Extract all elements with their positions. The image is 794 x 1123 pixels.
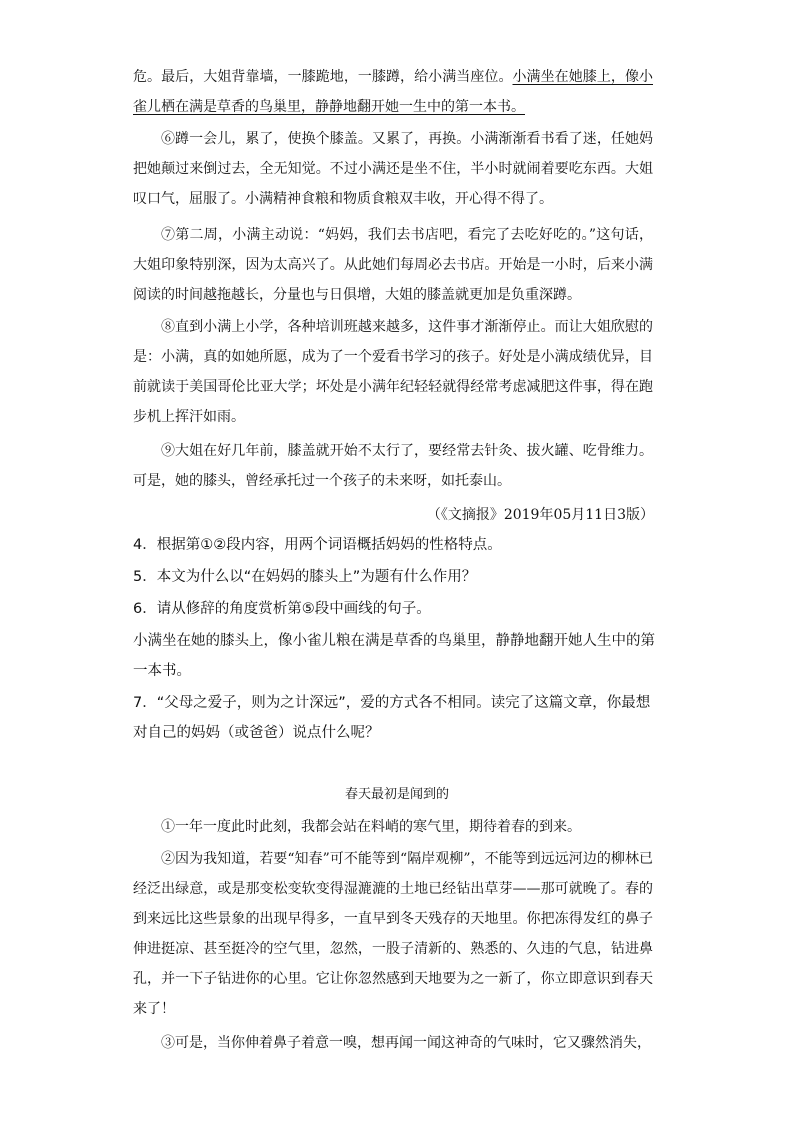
source-citation: （《文摘报》2019年05月11日3版） [426,507,654,523]
question-6-quote: 小满坐在她的膝头上，像小雀儿粮在满是草香的鸟巢里，静静地翻开她人生中的第一本书。 [133,633,655,679]
question-6: 6．请从修辞的角度赏析第⑤段中画线的句子。 [133,601,431,617]
passage2-paragraph-3: ③可是，当你伸着鼻子着意一嗅，想再闻一闻这神奇的气味时，它又骤然消失， [161,1035,651,1051]
paragraph-5-lead: 危。最后，大姐背靠墙，一膝跪地，一膝蹲，给小满当座位。 [133,69,513,85]
paragraph-8: ⑧直到小满上小学，各种培训班越来越多，这件事才渐渐停止。而让大姐欣慰的是：小满，真的如她所愿，成为了一个爱看书学习的孩子。好处是小满成绩优异，目前就读于美国哥伦比亚大学；坏处是小满年纪轻轻就得经常考虑减肥这件事，得在跑步机上挥汗如雨。 [133,319,653,425]
question-7: 7．“父母之爱子，则为之计深远”，爱的方式各不相同。读完了这篇文章，你最想对自己的妈妈（或爸爸）说点什么呢？ [133,695,651,741]
passage2-paragraph-2: ②因为我知道，若要“知春”可不能等到“隔岸观柳”，不能等到远远河边的柳林已经泛出绿意，或是那变松变软变得湿漉漉的土地已经钻出草芽——那可就晚了。春的到来远比这些景象的出现早得多，一直早到冬天残存的天地里。你把冻得发红的鼻子伸进挺凉、甚至挺冷的空气里，忽然，一股子清新的、熟悉的、久违的气息，钻进鼻孔，并一下子钻进你的心里。它让你忽然感到天地要为之一新了，你立即意识到春天来了！ [133,851,653,1017]
paragraph-7: ⑦第二周，小满主动说：“妈妈，我们去书店吧，看完了去吃好吃的。”这句话，大姐印象特别深，因为太高兴了。从此她们每周必去书店。开始是一小时，后来小满阅读的时间越拖越长，分量也与日俱增，大姐的膝盖就更加是负重深蹲。 [133,227,653,303]
paragraph-5-tail [133,62,653,122]
question-5: 5．本文为什么以“在妈妈的膝头上”为题有什么作用？ [133,569,477,585]
underlined-sentence: 小满坐在她膝上，像小雀儿栖在满是草香的鸟巢里，静静地翻开她一生中的第一本书。 [133,69,653,115]
passage-title: 春天最初是闻到的 [344,787,449,802]
passage2-paragraph-1: ①一年一度此时此刻，我都会站在料峭的寒气里，期待着春的到来。 [161,819,581,835]
paragraph-9: ⑨大姐在好几年前，膝盖就开始不太行了，要经常去针灸、拔火罐、吃骨维力。可是，她的膝头，曾经承托过一个孩子的未来呀，如托泰山。 [133,443,653,489]
paragraph-6: ⑥蹲一会儿，累了，使换个膝盖。又累了，再换。小满渐渐看书看了迷，任她妈把她颠过来倒过去，全无知觉。不过小满还是坐不住，半小时就闹着要吃东西。大姐叹口气，屈服了。小满精神食粮和物质食粮双丰收，开心得不得了。 [133,131,653,207]
question-4: 4．根据第①②段内容，用两个词语概括妈妈的性格特点。 [133,537,502,553]
